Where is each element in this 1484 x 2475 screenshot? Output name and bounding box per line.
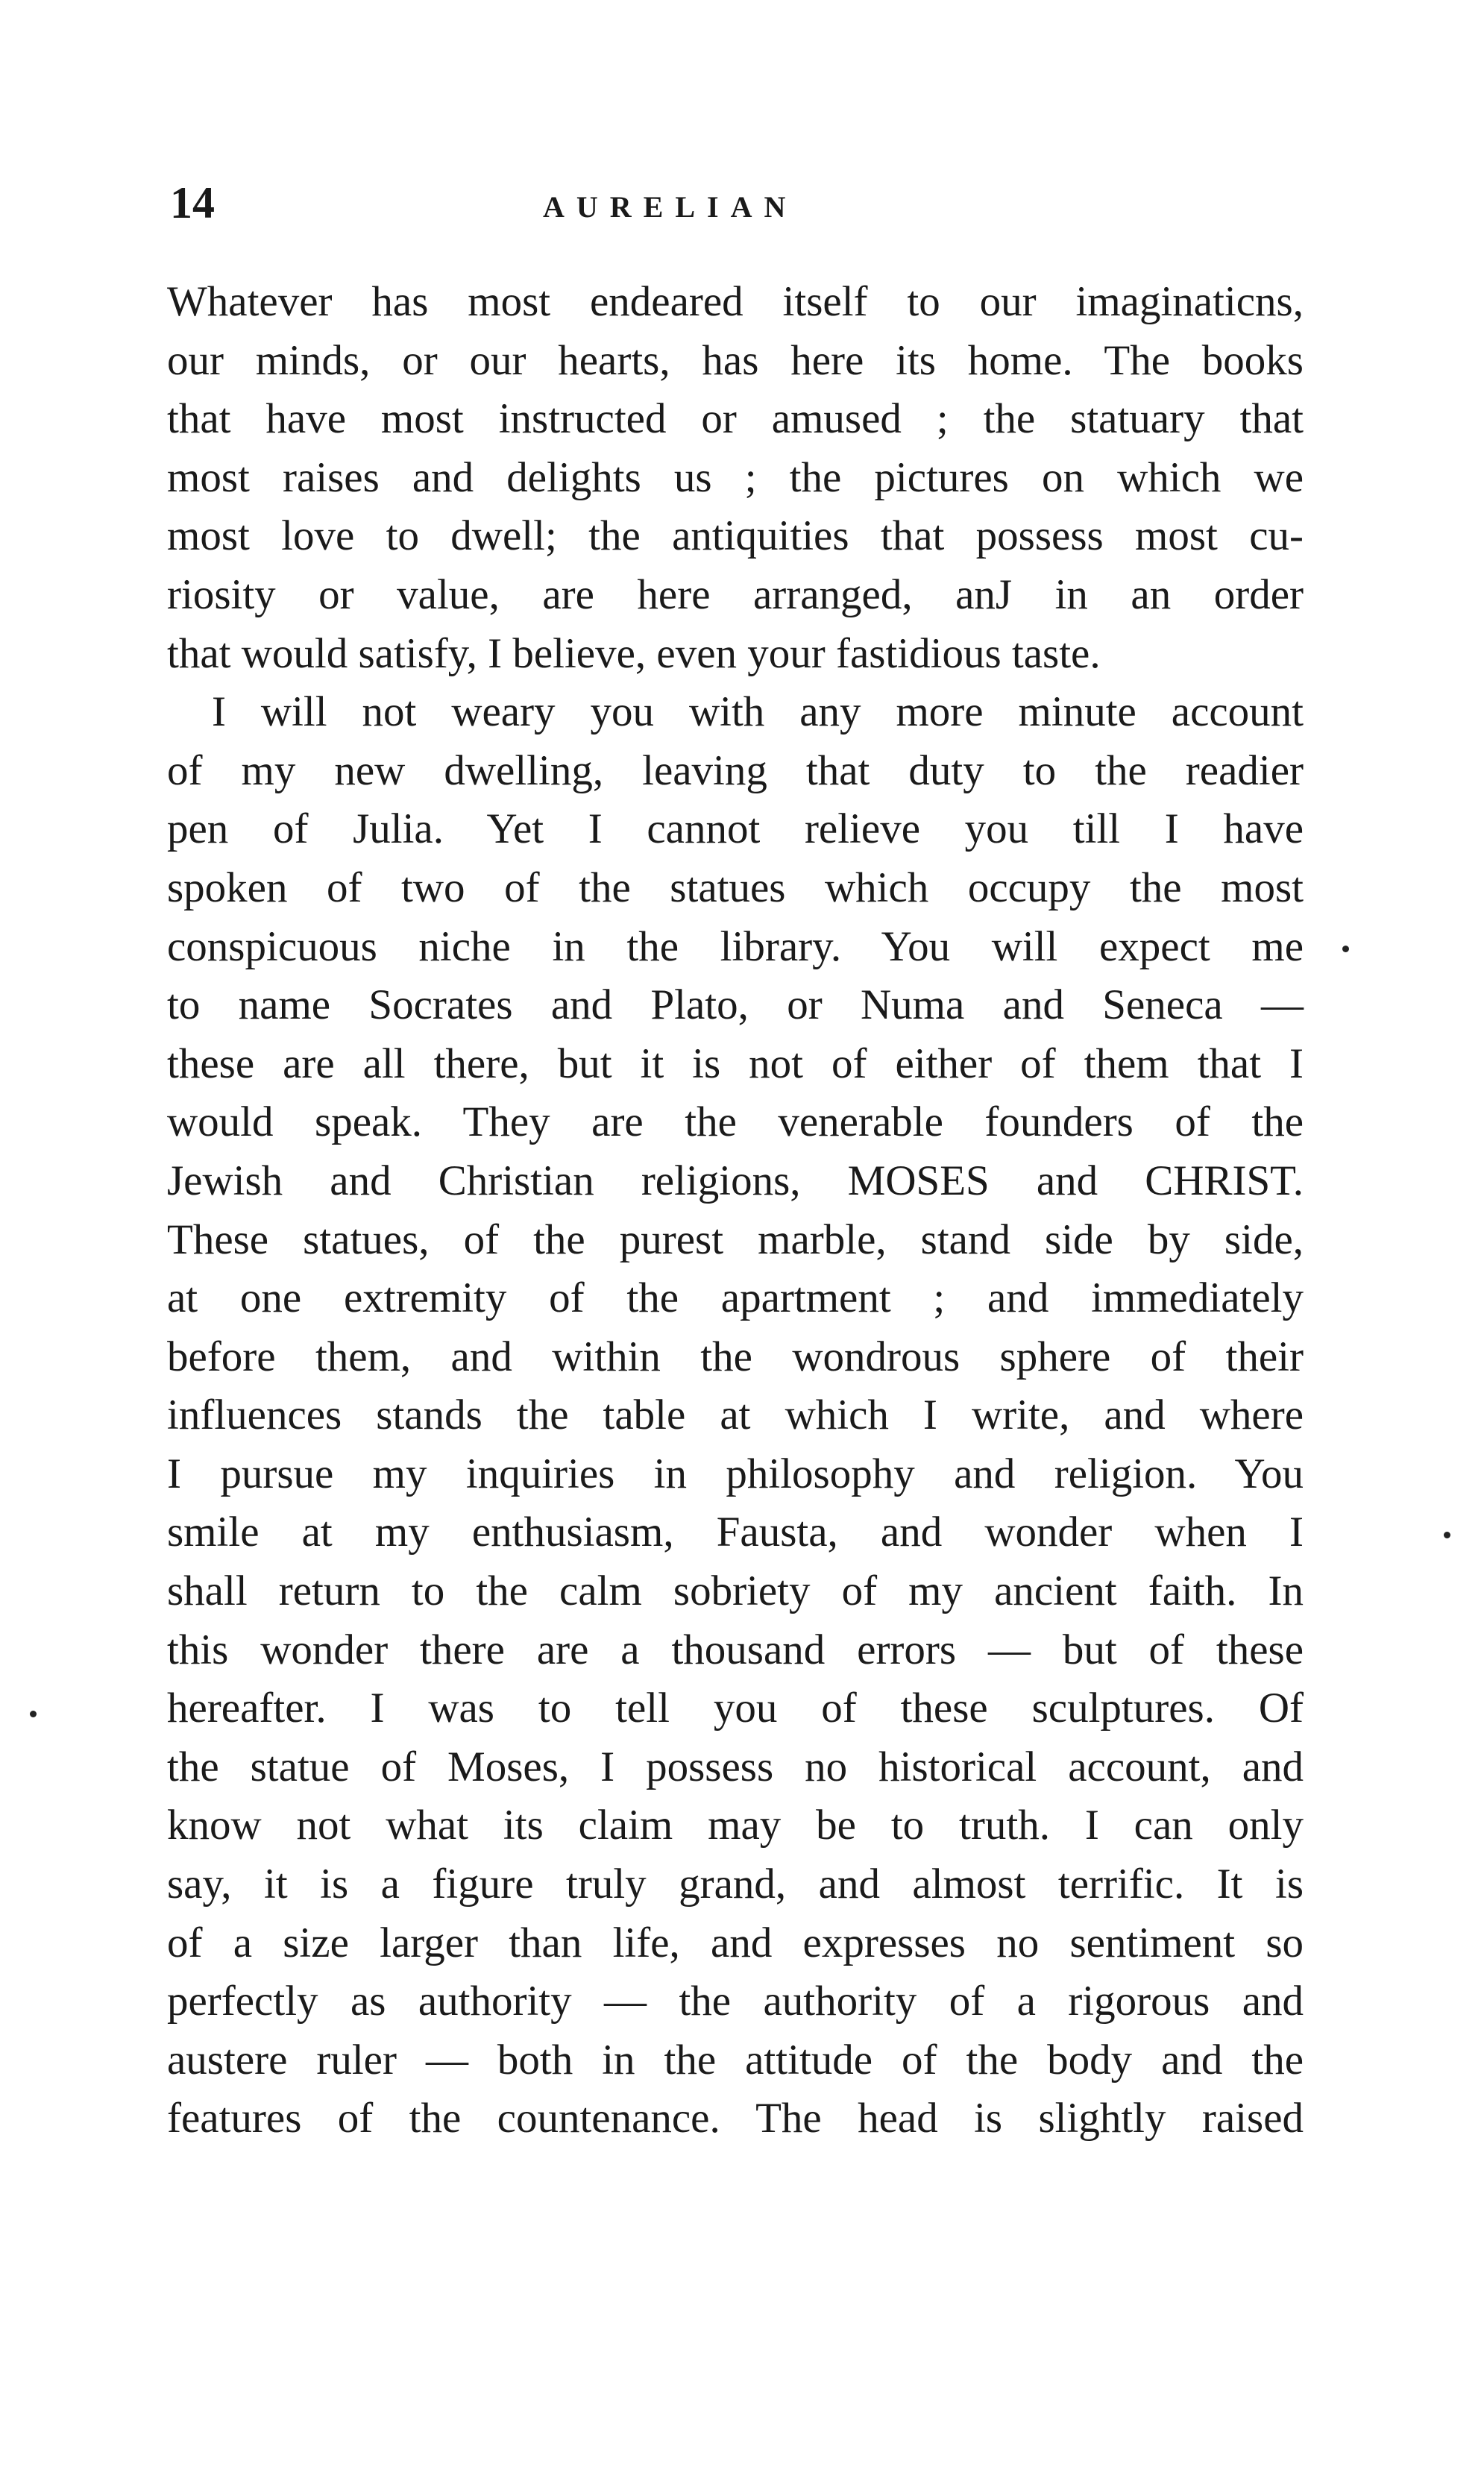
text-line: of my new dwelling, leaving that duty to the readier (167, 746, 1304, 794)
text-line: influences stands the table at which I write, and where (167, 1391, 1304, 1439)
page-header (170, 173, 1304, 233)
text-line: before them, and within the wondrous sphere of their (167, 1333, 1304, 1380)
text-line: the statue of Moses, I possess no historical account, and (167, 1743, 1304, 1790)
text-line: to name Socrates and Plato, or Numa and Seneca — (167, 981, 1304, 1029)
ink-speck (30, 1711, 37, 1717)
text-line: hereafter. I was to tell you of these sculptures. Of (167, 1685, 1304, 1732)
text-line: would speak. They are the venerable founders of the (167, 1098, 1304, 1146)
ink-speck (1444, 1532, 1450, 1538)
text-line: most raises and delights us ; the pictures on which we (167, 453, 1304, 501)
text-line: perfectly as authority — the authority of a rigorous and (167, 1978, 1304, 2025)
text-line: smile at my enthusiasm, Fausta, and wonder when I (167, 1509, 1304, 1556)
text-line: that would satisfy, I believe, even your fastidious taste. (167, 629, 1101, 677)
text-line: austere ruler — both in the attitude of the body and the (167, 2036, 1304, 2084)
text-line: pen of Julia. Yet I cannot relieve you till I have (167, 805, 1304, 853)
text-line: shall return to the calm sobriety of my ancient faith. In (167, 1567, 1304, 1615)
text-line: most love to dwell; the antiquities that possess most cu- (167, 512, 1304, 560)
ink-speck (1342, 946, 1349, 952)
page-number: 14 (170, 178, 215, 227)
text-line: riosity or value, are here arranged, anJ in an order (167, 570, 1304, 618)
text-line: know not what its claim may be to truth. I can only (167, 1802, 1304, 1849)
text-line: These statues, of the purest marble, stand side by side, (167, 1216, 1304, 1263)
text-line: at one extremity of the apartment ; and immediately (167, 1274, 1304, 1322)
text-line: features of the countenance. The head is slightly raised (167, 2095, 1304, 2142)
text-line: spoken of two of the statues which occupy the most (167, 864, 1304, 911)
text-line: our minds, or our hearts, has here its home. The books (167, 336, 1304, 384)
paragraph-first-line: I will not weary you with any more minute account (212, 688, 1304, 736)
text-line: this wonder there are a thousand errors — but of these (167, 1626, 1304, 1673)
running-title: AURELIAN (543, 190, 798, 224)
text-line: of a size larger than life, and expresses no sentiment so (167, 1919, 1304, 1966)
text-line: Whatever has most endeared itself to our imaginaticns, (167, 278, 1304, 325)
text-line: I pursue my inquiries in philosophy and religion. You (167, 1450, 1304, 1497)
text-line: Jewish and Christian religions, MOSES and CHRIST. (167, 1157, 1304, 1204)
body-text (167, 273, 1304, 2148)
text-line: these are all there, but it is not of either of them that I (167, 1040, 1304, 1087)
text-line: conspicuous niche in the library. You will expect me (167, 922, 1304, 970)
text-line: that have most instructed or amused ; the statuary that (167, 395, 1304, 443)
text-line: say, it is a figure truly grand, and almost terrific. It is (167, 1861, 1304, 1908)
